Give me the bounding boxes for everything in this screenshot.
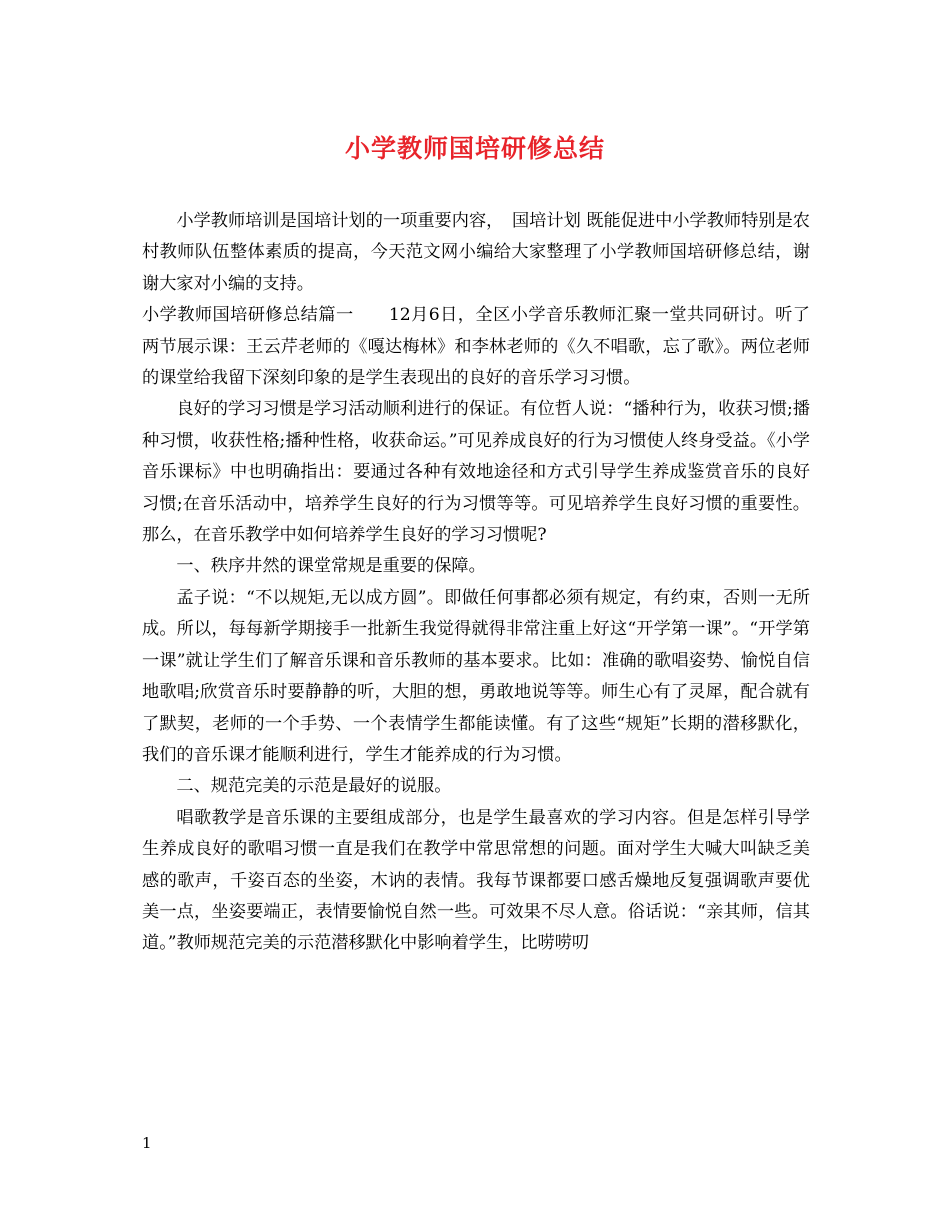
document-body xyxy=(142,206,810,960)
paragraph-intro: 小学教师培训是国培计划的一项重要内容， 国培计划 既能促进中小学教师特别是农村教师队伍整体素质的提高，今天范文网小编给大家整理了小学教师国培研修总结，谢谢大家对小编的支持。 xyxy=(142,211,810,294)
paragraph-singing: 唱歌教学是音乐课的主要组成部分，也是学生最喜欢的学习内容。但是怎样引导学生养成良好的歌唱习惯一直是我们在教学中常思常想的问题。面对学生大喊大叫缺乏美感的歌声，千姿百态的坐姿，木讷的表情。我每节课都要口感舌燥地反复强调歌声要优美一点，坐姿要端正，表情要愉悦自然一些。可效果不尽人意。俗话说：“亲其师，信其道。”教师规范完美的示范潜移默化中影响着学生，比唠唠叨 xyxy=(142,807,810,954)
document-title: 小学教师国培研修总结 xyxy=(344,134,605,163)
paragraph-mencius: 孟子说：“不以规矩,无以成方圆”。即做任何事都必须有规定，有约束，否则一无所成。所以，每每新学期接手一批新生我觉得就得非常注重上好这“开学第一课”。“开学第一课”就让学生们了解音乐课和音乐教师的基本要求。比如：准确的歌唱姿势、愉悦自信地歌唱;欣赏音乐时要静静的听，大胆的想，勇敢地说等等。师生心有了灵犀，配合就有了默契，老师的一个手势、一个表情学生都能读懂。有了这些“规矩”长期的潜移默化，我们的音乐课才能顺利进行，学生才能养成的行为习惯。 xyxy=(142,587,810,765)
paragraph-habits: 良好的学习习惯是学习活动顺利进行的保证。有位哲人说：“播种行为，收获习惯;播种习惯，收获性格;播种性格，收获命运。”可见养成良好的行为习惯使人终身受益。《小学音乐课标》中也明确指出：要通过各种有效地途径和方式引导学生养成鉴赏音乐的良好习惯;在音乐活动中，培养学生良好的行为习惯等等。可见培养学生良好习惯的重要性。那么，在音乐教学中如何培养学生良好的学习习惯呢? xyxy=(142,399,810,546)
page-number: 1 xyxy=(142,1134,152,1152)
paragraph-part-one: 小学教师国培研修总结篇一 12月6日，全区小学音乐教师汇聚一堂共同研讨。听了两节展示课：王云芹老师的《嘎达梅林》和李林老师的《久不唱歌，忘了歌》。两位老师的课堂给我留下深刻印象的是学生表现出的良好的音乐学习习惯。 xyxy=(142,305,810,389)
section-heading-one: 一、秩序井然的课堂常规是重要的保障。 xyxy=(176,556,486,577)
section-heading-two: 二、规范完美的示范是最好的说服。 xyxy=(176,776,452,797)
